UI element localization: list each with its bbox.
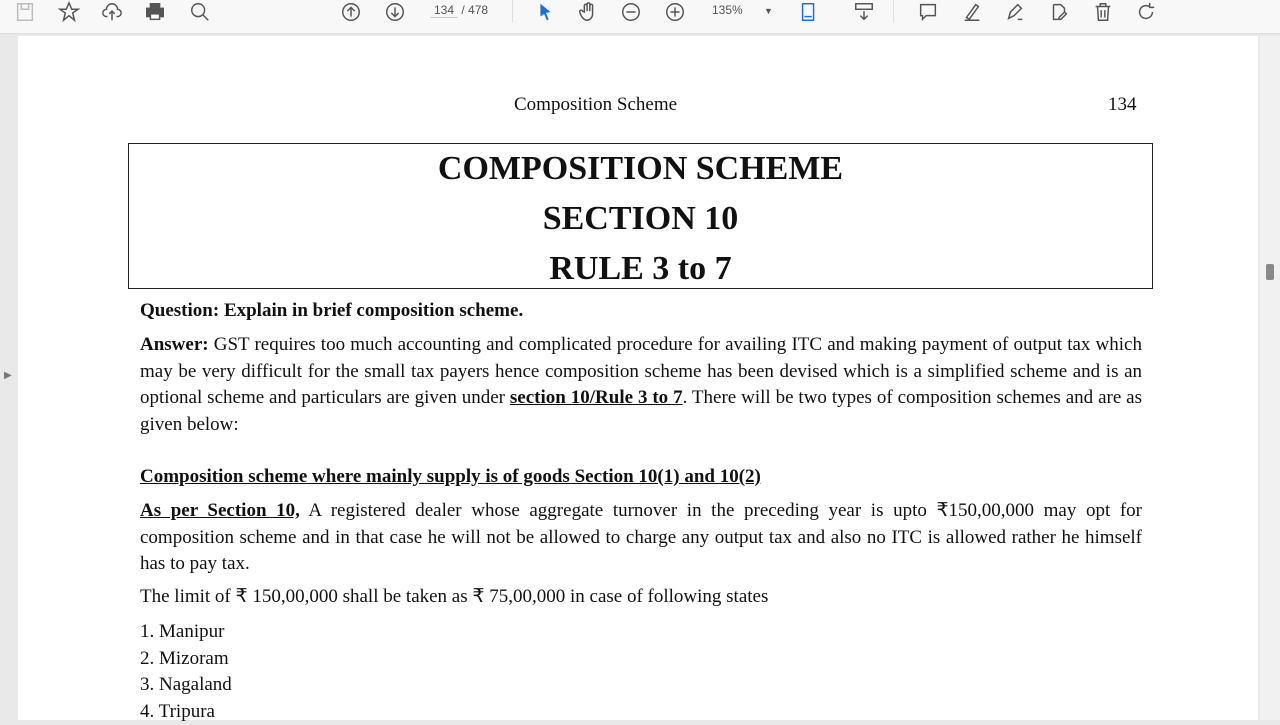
total-pages: / 478 [461,3,488,17]
scroll-mode-icon[interactable] [850,0,878,24]
subheading: Composition scheme where mainly supply is of goods Section 10(1) and 10(2) [140,464,1142,491]
states-list [140,619,1142,725]
page-header-title: Composition Scheme [514,94,677,116]
answer-paragraph [140,332,1142,438]
zoom-select[interactable] [712,3,773,17]
previous-page-icon[interactable] [337,0,365,24]
list-item: 2. Mizoram [140,646,1142,673]
answer-text: GST requires too much accounting and complicated procedure for availing ITC and making payment of output tax which may be very difficult for the small tax payers hence composition scheme has been devised which is a simplified scheme and is an optional scheme and particulars are given under [140,334,1142,408]
page-fit-icon[interactable] [795,0,823,24]
comment-icon[interactable] [914,0,942,24]
title-box [128,143,1153,289]
rotate-icon[interactable] [1132,0,1160,24]
trash-icon[interactable] [1089,0,1117,24]
page-number-input[interactable]: 134 [430,3,458,18]
save-icon[interactable] [11,0,39,24]
search-icon[interactable] [186,0,214,24]
list-item: 4. Tripura [140,699,1142,725]
title-line: SECTION 10 [129,194,1152,244]
expand-panel-icon[interactable]: ▶ [4,370,12,381]
toolbar [0,0,1280,34]
limit-text: The limit of ₹ 150,00,000 shall be taken as ₹ 75,00,000 in case of following states [140,584,1142,611]
highlight-icon[interactable] [958,0,986,24]
list-item: 3. Nagaland [140,672,1142,699]
page-indicator [430,3,488,17]
scrollbar-thumb[interactable] [1266,264,1274,280]
scrollbar[interactable] [1260,36,1280,720]
question-label: Question: [140,300,219,321]
select-cursor-icon[interactable] [531,0,559,24]
title-line: RULE 3 to 7 [129,244,1152,294]
answer-tail: . There will be two types of composition schemes and are as given below: [140,387,1142,435]
edit-pdf-icon[interactable] [1045,0,1073,24]
hand-tool-icon[interactable] [574,0,602,24]
section-paragraph [140,498,1142,578]
chevron-down-icon: ▼ [764,6,773,16]
answer-label: Answer: [140,334,209,355]
next-page-icon[interactable] [381,0,409,24]
list-item: 1. Manipur [140,619,1142,646]
section-reference: section 10/Rule 3 to 7 [510,387,683,408]
section-text: A registered dealer whose aggregate turnover in the preceding year is upto ₹150,00,000 may opt for composition scheme and in that case he will not be allowed to charge any output tax and also no ITC is allowed rather he himself has to pay tax. [140,500,1142,574]
zoom-value: 135% [712,3,743,17]
title-line: COMPOSITION SCHEME [129,144,1152,194]
zoom-in-icon[interactable] [661,0,689,24]
question [140,298,1142,325]
section-label: As per Section 10, [140,500,300,521]
page-header-number: 134 [1108,94,1137,116]
upload-cloud-icon[interactable] [98,0,126,24]
sign-icon[interactable] [1001,0,1029,24]
print-icon[interactable] [141,0,169,24]
star-icon[interactable] [55,0,83,24]
zoom-out-icon[interactable] [617,0,645,24]
question-text: Explain in brief composition scheme. [219,300,523,321]
